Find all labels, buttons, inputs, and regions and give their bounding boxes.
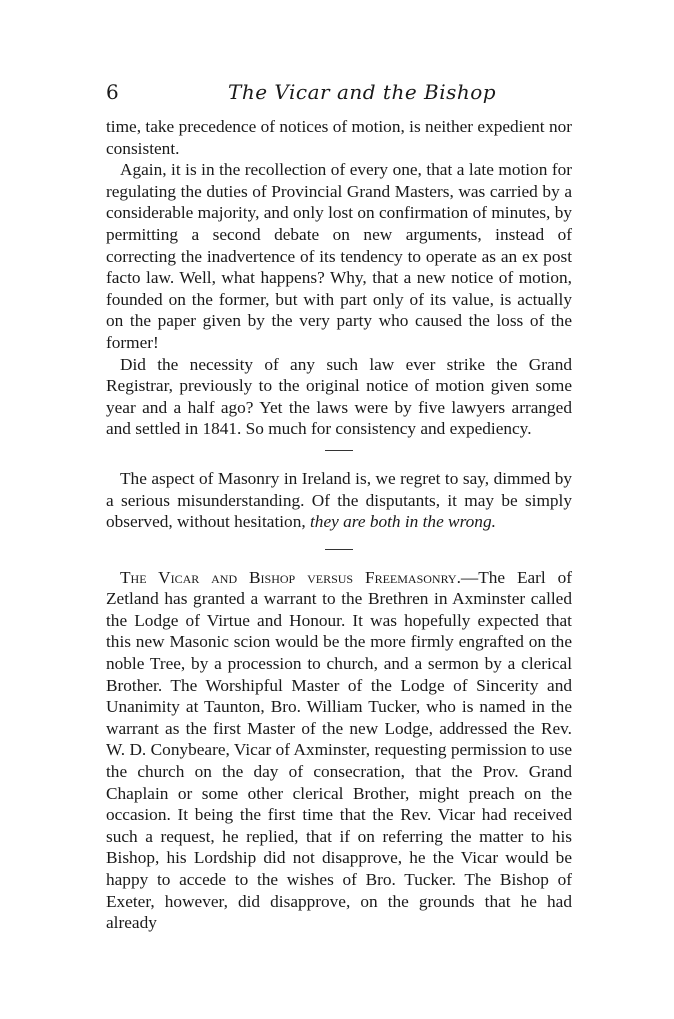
section-heading: The Vicar and Bishop versus Freemasonry. <box>120 567 461 587</box>
paragraph-masonry-ireland <box>106 468 572 533</box>
running-title: The Vicar and the Bishop <box>228 80 497 104</box>
paragraph-continued: time, take precedence of notices of motion, is neither expedient nor consistent. <box>106 117 572 158</box>
paragraph-grand-registrar: Did the necessity of any such law ever strike the Grand Registrar, previously to the original notice of motion given some year and a half ago? Yet the laws were by five lawyers arranged and settled in 1841. So much for consistency and expediency. <box>106 354 572 439</box>
paragraph-vicar-bishop <box>106 567 572 934</box>
paragraph-provincial-grand-masters: Again, it is in the recollection of every one, that a late motion for regulating the duties of Provincial Grand Masters, was carried by a considerable majority, and only lost on confirmation of minutes, by permitting a second debate on new arguments, instead of correcting the inadvertence of its tendency to operate as an ex post facto law. Well, what happens? Why, that a new notice of motion, founded on the former, but with part only of its value, is actually on the paper given by the very party who caused the loss of the former! <box>106 160 572 352</box>
ireland-emphasis: they are both in the wrong. <box>310 512 496 532</box>
body-text <box>106 116 572 934</box>
page-header <box>106 80 576 110</box>
section-divider <box>325 450 353 451</box>
section-divider <box>325 549 353 550</box>
ireland-text: The aspect of Masonry in Ireland is, we regret to say, dimmed by a serious misunderstanding. Of the disputants, it may be simply observed, without hesitation, <box>106 468 572 532</box>
vicar-bishop-text: —The Earl of Zetland has granted a warrant to the Brethren in Axminster called the Lodge of Virtue and Honour. It was hopefully expected that this new Masonic scion would be the more firmly engrafted on the noble Tree, by a procession to church, and a sermon by a clerical Brother. The Worshipful Master of the Lodge of Sincerity and Unanimity at Taunton, Bro. William Tucker, who is named in the warrant as the first Master of the new Lodge, addressed the Rev. W. D. Conybeare, Vicar of Axminster, requesting permission to use the church on the day of consecration, that the Prov. Grand Chaplain or some other clerical Brother, might preach on the occasion. It being the first time that the Rev. Vicar had received such a request, he replied, that if on referring the matter to his Bishop, his Lordship did not disapprove, he the Vicar would be happy to accede to the wishes of Bro. Tucker. The Bishop of Exeter, however, did disapprove, on the grounds that he had already <box>106 567 572 933</box>
page-number: 6 <box>106 80 119 104</box>
